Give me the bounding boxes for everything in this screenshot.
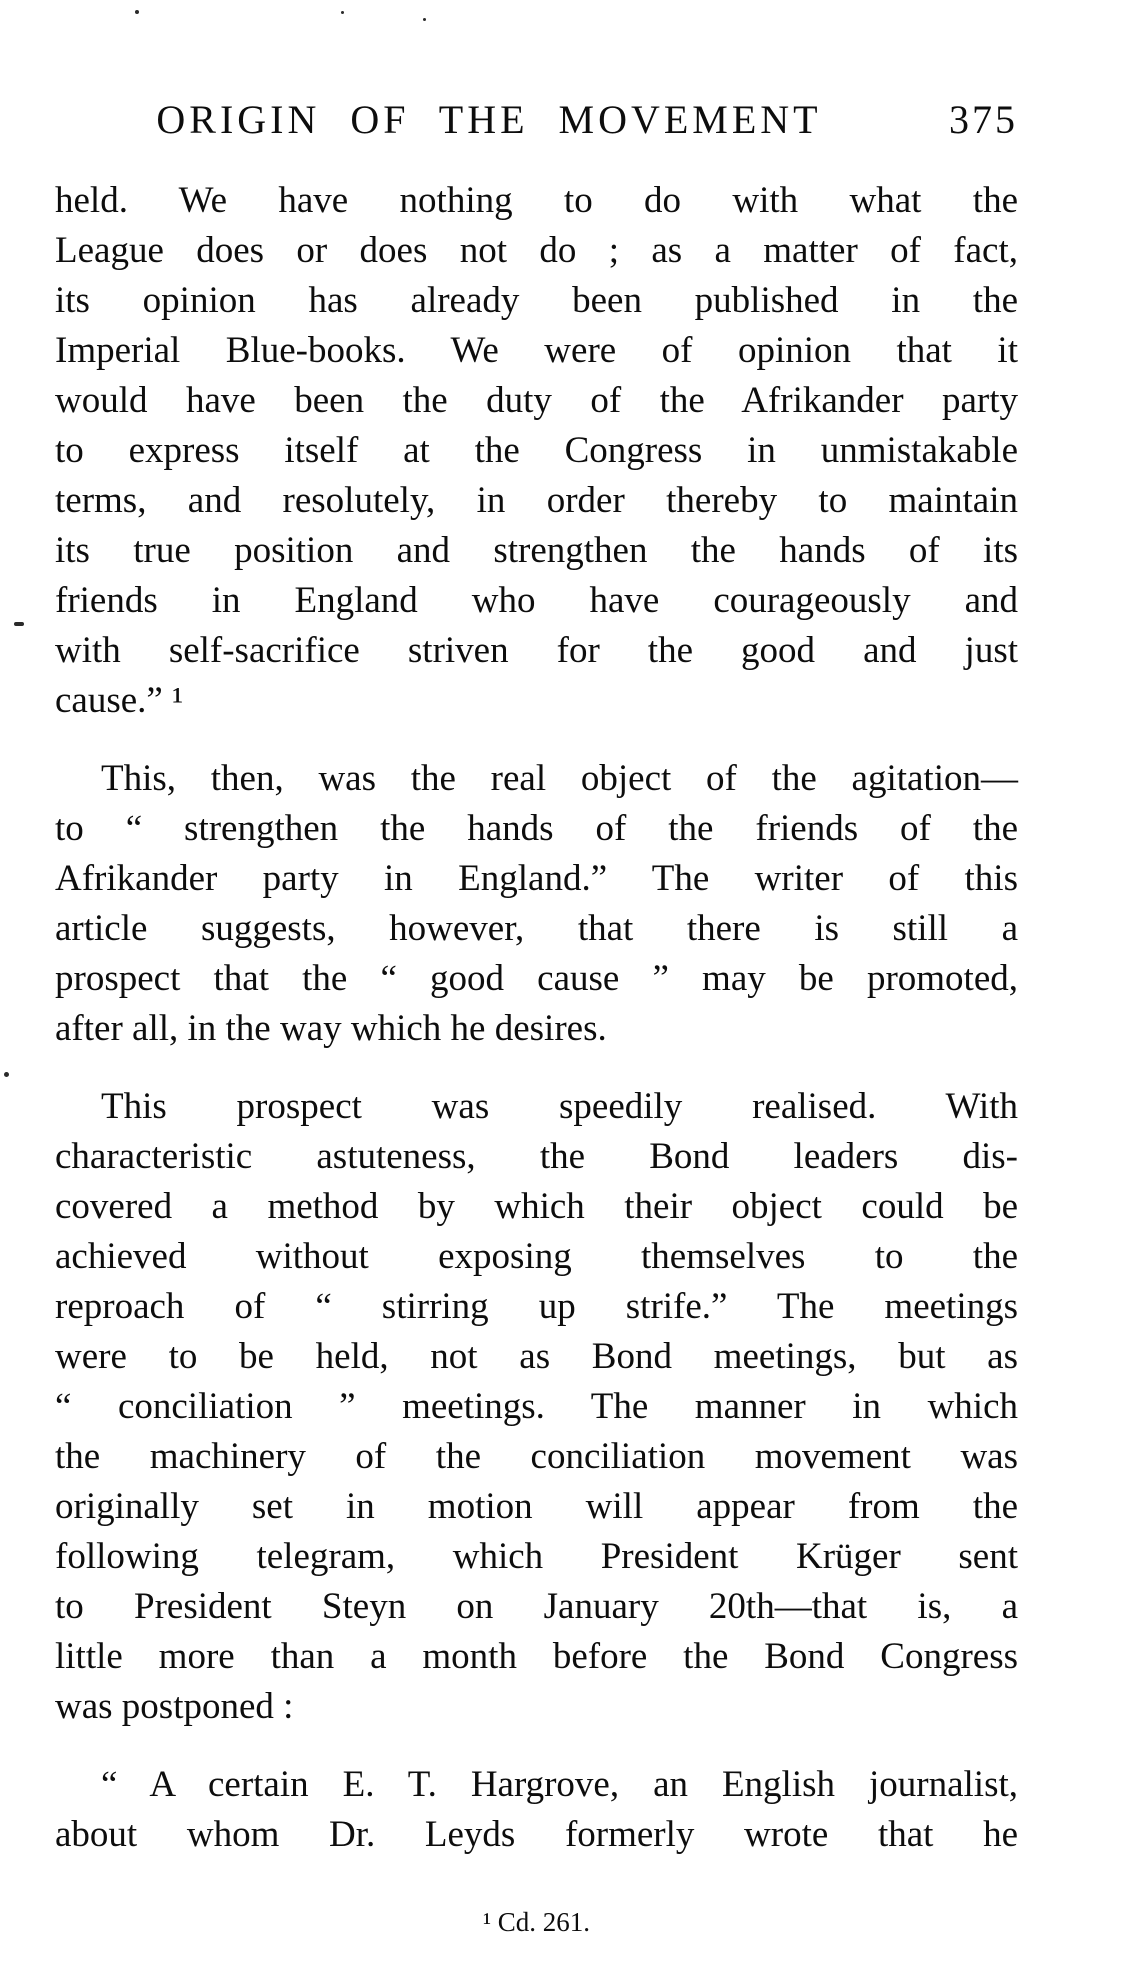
scan-speck <box>341 11 344 14</box>
text-line: League does or does not do ; as a matter of fact, <box>55 230 1018 271</box>
page-title: ORIGIN OF THE MOVEMENT <box>156 97 822 142</box>
text-line: This prospect was speedily realised. With <box>101 1086 1018 1127</box>
text-line: were to be held, not as Bond meetings, but as <box>55 1336 1018 1377</box>
text-line: originally set in motion will appear from the <box>55 1486 1018 1527</box>
text-line: to President Steyn on January 20th—that is, a <box>55 1586 1018 1627</box>
page-body <box>55 176 1018 1860</box>
text-line: would have been the duty of the Afrikander party <box>55 380 1018 421</box>
text-line: article suggests, however, that there is still a <box>55 908 1018 949</box>
text-line: Imperial Blue-books. We were of opinion that it <box>55 330 1018 371</box>
page-number: 375 <box>949 97 1018 142</box>
text-line: “ A certain E. T. Hargrove, an English journalist, <box>101 1764 1018 1805</box>
paragraph <box>55 176 1018 726</box>
text-line: covered a method by which their object could be <box>55 1186 1018 1227</box>
text-line: held. We have nothing to do with what the <box>55 180 1018 221</box>
scan-speck <box>423 18 426 21</box>
text-line: to “ strengthen the hands of the friends of the <box>55 808 1018 849</box>
scan-speck <box>135 10 139 14</box>
text-line: its opinion has already been published in the <box>55 280 1018 321</box>
footnote-text: ¹ Cd. 261. <box>482 1907 591 1937</box>
text-line: Afrikander party in England.” The writer of this <box>55 858 1018 899</box>
footnote <box>55 1905 1018 1939</box>
text-line: cause.” ¹ <box>55 680 184 721</box>
text-line: following telegram, which President Krüger sent <box>55 1536 1018 1577</box>
text-line: prospect that the “ good cause ” may be promoted, <box>55 958 1018 999</box>
paragraph <box>55 1760 1018 1860</box>
paragraph <box>55 754 1018 1054</box>
text-line: after all, in the way which he desires. <box>55 1008 607 1049</box>
text-line: little more than a month before the Bond Congress <box>55 1636 1018 1677</box>
scan-speck <box>4 1072 9 1077</box>
paragraph <box>55 1082 1018 1732</box>
text-line: the machinery of the conciliation movement was <box>55 1436 1018 1477</box>
text-line: achieved without exposing themselves to the <box>55 1236 1018 1277</box>
text-line: reproach of “ stirring up strife.” The meetings <box>55 1286 1018 1327</box>
text-line: was postponed : <box>55 1686 294 1727</box>
scan-speck <box>14 622 24 626</box>
text-line: friends in England who have courageously and <box>55 580 1018 621</box>
text-line: terms, and resolutely, in order thereby to maintain <box>55 480 1018 521</box>
text-line: with self-sacrifice striven for the good and just <box>55 630 1018 671</box>
text-line: about whom Dr. Leyds formerly wrote that he <box>55 1814 1018 1855</box>
running-head <box>55 94 1018 146</box>
text-line: its true position and strengthen the hands of its <box>55 530 1018 571</box>
text-line: This, then, was the real object of the agitation— <box>101 758 1018 799</box>
text-line: characteristic astuteness, the Bond leaders dis- <box>55 1136 1018 1177</box>
text-line: “ conciliation ” meetings. The manner in which <box>55 1386 1018 1427</box>
text-line: to express itself at the Congress in unmistakable <box>55 430 1018 471</box>
